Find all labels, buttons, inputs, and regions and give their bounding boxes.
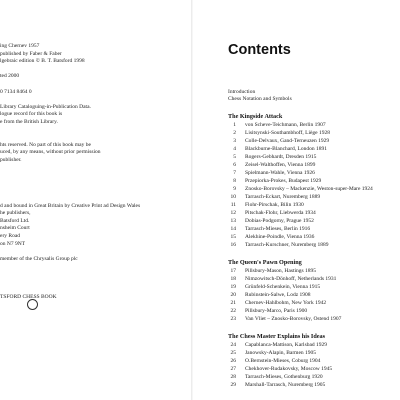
page-title: Contents bbox=[228, 42, 291, 58]
game-title: Rubinstein-Salwe, Lodz 1908 bbox=[245, 292, 311, 298]
game-title: Alekhine-Poindle, Vienna 1936 bbox=[245, 234, 315, 240]
contents-entry bbox=[228, 130, 400, 136]
copyright-line: 0 7134 8464 0 bbox=[0, 88, 32, 95]
contents-entry bbox=[228, 316, 400, 322]
contents-entry bbox=[228, 170, 400, 176]
game-number: 27 bbox=[230, 366, 236, 372]
game-number: 17 bbox=[230, 268, 236, 274]
contents-entry bbox=[228, 218, 400, 224]
game-number: 19 bbox=[230, 284, 236, 290]
game-title: Janowsky-Alapin, Barmen 1905 bbox=[245, 350, 317, 356]
game-title: Van Vliet – Znosko-Borovsky, Ostend 1907 bbox=[245, 316, 342, 322]
publisher-logo-icon bbox=[27, 299, 38, 310]
game-number: 6 bbox=[233, 162, 236, 168]
game-title: Tarrasch-Mieses, Berlin 1916 bbox=[245, 226, 311, 232]
contents-entry bbox=[228, 350, 400, 356]
game-number: 20 bbox=[230, 292, 236, 298]
front-matter-item: Introduction bbox=[228, 89, 256, 95]
contents-entry bbox=[228, 382, 400, 388]
contents-entry bbox=[228, 122, 400, 128]
game-title: Zeisel-Walthoffen, Vienna 1899 bbox=[245, 162, 316, 168]
page-gutter bbox=[191, 0, 193, 400]
game-number: 28 bbox=[230, 374, 236, 380]
game-number: 4 bbox=[233, 146, 236, 152]
contents-entry bbox=[228, 292, 400, 298]
game-title: O.Bernstein-Mieses, Coburg 1904 bbox=[245, 358, 321, 364]
game-number: 10 bbox=[230, 194, 236, 200]
game-number: 22 bbox=[230, 308, 236, 314]
contents-entry bbox=[228, 210, 400, 216]
game-title: Colle-Delvaux, Gand-Terneuzen 1929 bbox=[245, 138, 330, 144]
contents-entry bbox=[228, 276, 400, 282]
game-number: 21 bbox=[230, 300, 236, 306]
contents-entry bbox=[228, 226, 400, 232]
copyright-line: ery Road bbox=[0, 233, 21, 239]
copyright-line: published by Faber & Faber bbox=[0, 50, 62, 57]
contents-entry bbox=[228, 194, 400, 200]
game-number: 11 bbox=[230, 202, 236, 208]
contents-entry bbox=[228, 374, 400, 380]
contents-entry bbox=[228, 268, 400, 274]
game-number: 25 bbox=[230, 350, 236, 356]
game-title: Marshall-Tarrasch, Nuremberg 1905 bbox=[245, 382, 326, 388]
game-number: 29 bbox=[230, 382, 236, 388]
copyright-line: on N7 9NT bbox=[0, 240, 26, 247]
game-title: Blackburne-Blanchard, London 1891 bbox=[245, 146, 328, 152]
contents-entry bbox=[228, 202, 400, 208]
contents-entry bbox=[228, 138, 400, 144]
contents-entry bbox=[228, 358, 400, 364]
game-number: 16 bbox=[230, 242, 236, 248]
copyright-line: hts reserved. No part of this book may be bbox=[0, 141, 91, 148]
copyright-line: d and bound in Great Britain by Creative Print ad Design Wales bbox=[0, 202, 141, 209]
game-number: 12 bbox=[230, 210, 236, 216]
copyright-line: logue record for this book is bbox=[0, 111, 63, 118]
game-number: 9 bbox=[233, 186, 236, 192]
contents-entry bbox=[228, 154, 400, 160]
game-number: 13 bbox=[230, 218, 236, 224]
game-number: 23 bbox=[230, 316, 236, 322]
copyright-line: lgebraic edition © B. T. Batsford 1998 bbox=[0, 58, 85, 65]
game-number: 5 bbox=[233, 154, 236, 160]
copyright-line: ted 2000 bbox=[0, 73, 20, 80]
game-number: 7 bbox=[233, 170, 236, 176]
contents-entry bbox=[228, 234, 400, 240]
game-number: 14 bbox=[230, 226, 236, 232]
game-number: 1 bbox=[233, 122, 236, 128]
section-heading: The Kingside Attack bbox=[228, 113, 283, 120]
copyright-line: he publishers, bbox=[0, 210, 31, 217]
contents-entry bbox=[228, 162, 400, 168]
game-title: von Scheve-Teichmann, Berlin 1907 bbox=[245, 122, 326, 128]
game-title: Dobias-Podgorny, Prague 1952 bbox=[245, 218, 314, 224]
contents-entry bbox=[228, 146, 400, 152]
game-title: Przepiorka-Prokes, Budapest 1929 bbox=[245, 178, 322, 184]
contents-entry bbox=[228, 300, 400, 306]
game-title: Pitschak-Flohr, Liebwerda 1934 bbox=[245, 210, 316, 216]
copyright-line: TSFORD CHESS BOOK bbox=[0, 293, 57, 300]
game-title: Capablanca-Mattison, Karlsbad 1929 bbox=[245, 342, 328, 348]
section-heading: The Chess Master Explains his Ideas bbox=[228, 333, 326, 340]
contents-entry bbox=[228, 178, 400, 184]
game-title: Grünfeld-Schenkein, Vienna 1915 bbox=[245, 284, 321, 290]
game-title: Pillsbury-Mason, Hastings 1895 bbox=[245, 268, 317, 274]
game-number: 24 bbox=[230, 342, 236, 348]
game-title: Tarrasch-Mieses, Gothenburg 1920 bbox=[245, 374, 323, 380]
front-matter-item: Chess Notation and Symbols bbox=[228, 96, 292, 102]
game-number: 2 bbox=[233, 130, 236, 136]
game-title: Tarrasch-Eckart, Nuremberg 1889 bbox=[245, 194, 321, 200]
game-title: Spielmann-Wahle, Vienna 1926 bbox=[245, 170, 315, 176]
copyright-line: ing Chernev 1957 bbox=[0, 43, 40, 49]
contents-entry bbox=[228, 242, 400, 248]
contents-entry bbox=[228, 366, 400, 372]
game-title: Nimzowitsch-Dönhoff, Netherlands 1931 bbox=[245, 276, 337, 282]
copyright-line: publisher. bbox=[0, 157, 22, 163]
copyright-line: nsheim Court bbox=[0, 225, 30, 232]
copyright-line: Library Cataloguing-in-Publication Data. bbox=[0, 103, 91, 110]
contents-entry bbox=[228, 308, 400, 314]
game-number: 26 bbox=[230, 358, 236, 364]
copyright-line: Batsford Ltd. bbox=[0, 217, 30, 224]
game-number: 15 bbox=[230, 234, 236, 240]
game-title: Rogers-Gebhardt, Dresden 1915 bbox=[245, 154, 317, 160]
game-title: Pillsbury-Marco, Paris 1900 bbox=[245, 308, 308, 314]
contents-entry bbox=[228, 186, 400, 192]
game-title: Lisitsynski-Southambhoff, Liège 1928 bbox=[245, 130, 330, 136]
copyright-line: uced, by any means, without prior permission bbox=[0, 149, 101, 156]
game-title: Znosko-Borovsky – Mackenzie, Weston-super-Mare 1924 bbox=[245, 186, 373, 192]
contents-entry bbox=[228, 342, 400, 348]
game-title: Chekhover-Rudakovsky, Moscow 1945 bbox=[245, 366, 333, 372]
game-title: Flohr-Pirschak, Bilin 1930 bbox=[245, 202, 304, 208]
contents-entry bbox=[228, 284, 400, 290]
game-number: 3 bbox=[233, 138, 236, 144]
copyright-line: member of the Chrysalis Group plc bbox=[0, 255, 78, 262]
game-number: 8 bbox=[233, 178, 236, 184]
copyright-line: e from the British Library. bbox=[0, 119, 58, 125]
game-number: 18 bbox=[230, 276, 236, 282]
section-heading: The Queen's Pawn Opening bbox=[228, 259, 302, 266]
game-title: Chernev-Hahlbohm, New York 1942 bbox=[245, 300, 327, 306]
game-title: Tarrasch-Kurschner, Nuremberg 1889 bbox=[245, 242, 329, 248]
